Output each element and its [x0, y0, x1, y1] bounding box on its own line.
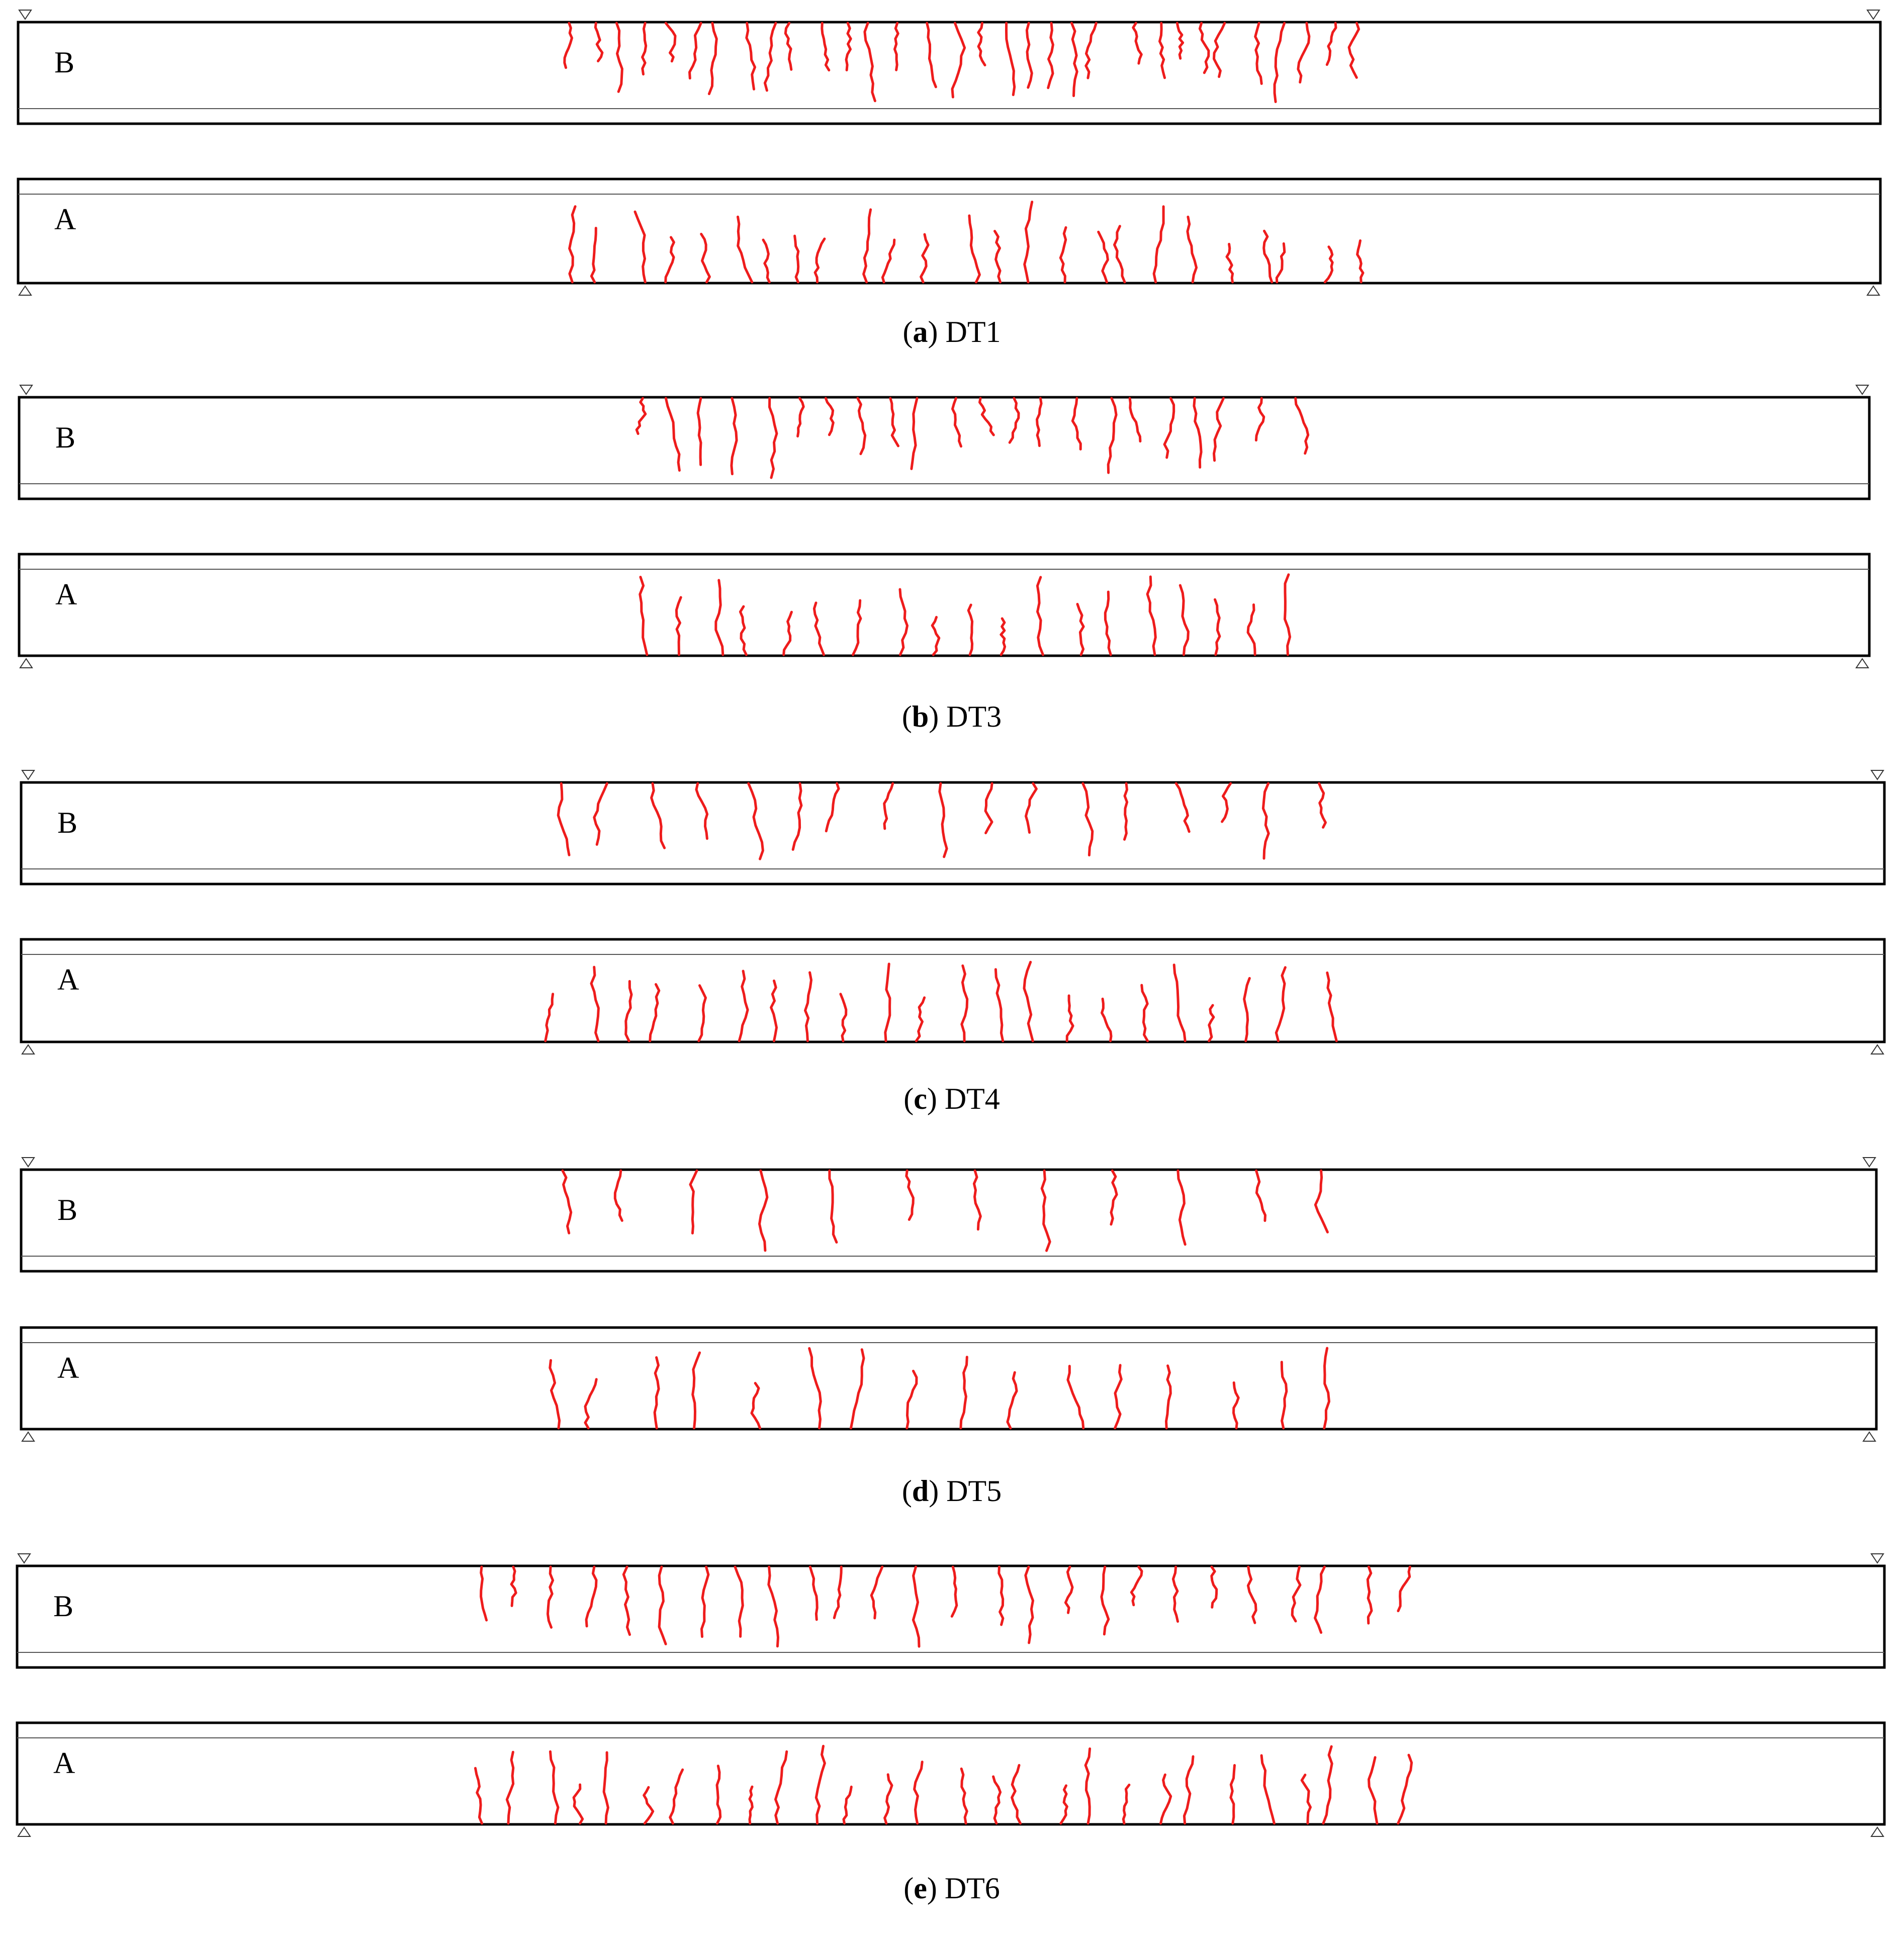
crack-c-face-b-10	[985, 783, 992, 833]
crack-d-face-b-5	[830, 1171, 837, 1243]
crack-c-face-a-16	[1102, 999, 1112, 1041]
crack-a-face-a-22	[1264, 231, 1272, 282]
support-triangle-b-face-a-right	[1856, 659, 1868, 668]
crack-d-face-a-2	[585, 1379, 596, 1428]
crack-e-face-b-17	[1065, 1567, 1072, 1613]
crack-b-face-a-3	[716, 580, 723, 655]
crack-e-face-a-2	[507, 1752, 513, 1823]
crack-c-face-b-17	[1319, 783, 1326, 827]
panel-letter-e: e	[914, 1872, 927, 1905]
crack-c-face-a-9	[841, 994, 846, 1041]
crack-e-face-a-1	[476, 1768, 482, 1823]
crack-a-face-b-2	[595, 23, 602, 61]
support-triangle-e-face-b-left	[18, 1554, 30, 1563]
support-triangle-e-face-a-left	[18, 1827, 30, 1836]
crack-a-face-a-17	[1099, 232, 1108, 282]
crack-e-face-b-3	[548, 1567, 553, 1627]
crack-d-face-b-12	[1315, 1171, 1327, 1232]
crack-d-face-a-15	[1282, 1362, 1287, 1428]
crack-c-face-b-9	[940, 783, 947, 857]
crack-a-face-a-23	[1277, 243, 1285, 282]
crack-c-face-a-3	[626, 981, 631, 1041]
support-triangle-e-face-a-right	[1871, 1827, 1883, 1836]
crack-e-face-a-12	[844, 1787, 851, 1823]
support-triangle-a-face-b-left	[19, 10, 31, 19]
crack-group-b-face-b	[637, 398, 1308, 478]
crack-e-face-b-20	[1173, 1567, 1177, 1622]
crack-d-face-b-9	[1111, 1171, 1117, 1224]
support-triangle-a-face-b-right	[1867, 10, 1879, 19]
crack-b-face-b-12	[980, 398, 994, 435]
crack-e-face-a-22	[1184, 1756, 1193, 1823]
crack-e-face-a-16	[993, 1777, 1001, 1823]
crack-c-face-b-2	[594, 783, 607, 845]
face-label-d-face-a: A	[57, 1351, 79, 1384]
crack-d-face-a-6	[809, 1348, 821, 1428]
crack-e-face-a-15	[961, 1769, 967, 1823]
panel-letter-c: c	[914, 1082, 927, 1115]
support-triangle-c-face-b-left	[22, 770, 34, 779]
crack-c-face-a-20	[1244, 978, 1250, 1041]
crack-c-face-b-16	[1263, 783, 1268, 858]
crack-a-face-b-8	[747, 23, 755, 89]
crack-group-b-face-a	[640, 575, 1290, 655]
crack-e-face-b-10	[810, 1567, 817, 1620]
crack-e-face-b-11	[834, 1567, 841, 1618]
crack-b-face-b-20	[1214, 398, 1224, 461]
crack-b-face-a-11	[1001, 619, 1005, 655]
crack-d-face-b-2	[615, 1171, 622, 1220]
panel-name-b: DT3	[946, 700, 1002, 733]
crack-b-face-b-9	[890, 398, 898, 446]
crack-e-face-a-20	[1123, 1785, 1129, 1824]
crack-a-face-a-8	[795, 236, 798, 282]
crack-d-face-a-3	[655, 1358, 659, 1429]
crack-e-face-b-12	[871, 1567, 882, 1618]
face-label-c-face-a: A	[57, 963, 79, 996]
face-label-b-face-a: A	[55, 578, 77, 611]
crack-a-face-a-20	[1188, 217, 1197, 282]
crack-e-face-a-27	[1369, 1757, 1377, 1823]
crack-d-face-a-8	[907, 1371, 917, 1428]
crack-c-face-a-13	[995, 970, 1003, 1041]
crack-b-face-a-4	[740, 606, 746, 655]
crack-e-face-b-19	[1131, 1567, 1142, 1605]
panel-caption-d: (d) DT5	[901, 1474, 1002, 1508]
crack-b-face-b-16	[1108, 398, 1116, 473]
crack-b-face-b-22	[1296, 398, 1308, 454]
crack-b-face-b-17	[1130, 398, 1140, 442]
crack-b-face-b-19	[1194, 398, 1201, 467]
crack-d-face-a-7	[851, 1350, 864, 1428]
crack-a-face-b-7	[709, 23, 716, 94]
face-label-e-face-b: B	[53, 1590, 74, 1623]
face-label-e-face-a: A	[53, 1746, 75, 1780]
crack-e-face-b-15	[999, 1567, 1003, 1625]
crack-a-face-b-9	[765, 23, 776, 91]
crack-b-face-a-15	[1147, 577, 1155, 655]
crack-a-face-a-18	[1115, 226, 1125, 282]
crack-e-face-a-6	[644, 1787, 653, 1823]
panel-name-e: DT6	[944, 1872, 1000, 1905]
crack-a-face-a-12	[921, 234, 929, 282]
crack-b-face-b-1	[637, 398, 646, 434]
crack-b-face-b-13	[1010, 398, 1019, 443]
crack-b-face-b-15	[1072, 398, 1080, 449]
crack-e-face-a-24	[1261, 1755, 1274, 1823]
crack-group-c-face-a	[546, 962, 1337, 1041]
crack-b-face-b-10	[912, 398, 917, 469]
crack-d-face-a-9	[961, 1357, 967, 1428]
crack-d-face-a-10	[1008, 1372, 1017, 1428]
support-triangle-d-face-a-right	[1863, 1432, 1875, 1441]
crack-c-face-a-15	[1067, 996, 1073, 1041]
panel-b	[19, 385, 1869, 733]
panel-e	[17, 1554, 1884, 1905]
crack-group-e-face-b	[481, 1567, 1410, 1646]
crack-a-face-b-27	[1214, 23, 1225, 77]
crack-e-face-a-3	[551, 1751, 559, 1823]
crack-c-face-b-5	[749, 783, 763, 859]
face-label-b-face-b: B	[55, 421, 76, 454]
face-label-a-face-b: B	[54, 46, 75, 79]
crack-e-face-a-9	[750, 1787, 752, 1823]
crack-a-face-b-14	[895, 23, 898, 70]
crack-e-face-a-25	[1302, 1775, 1310, 1823]
crack-b-face-a-17	[1215, 599, 1220, 655]
crack-a-face-a-14	[995, 231, 1001, 282]
crack-c-face-a-10	[885, 964, 890, 1041]
crack-b-face-a-13	[1077, 604, 1083, 655]
crack-c-face-a-12	[962, 965, 967, 1041]
crack-c-face-a-11	[916, 998, 924, 1041]
crack-e-face-b-9	[769, 1567, 778, 1646]
crack-d-face-a-5	[752, 1383, 760, 1428]
support-triangle-c-face-b-right	[1871, 770, 1883, 779]
crack-c-face-a-17	[1142, 985, 1148, 1041]
crack-a-face-b-23	[1133, 23, 1142, 63]
crack-b-face-b-3	[698, 398, 701, 465]
crack-d-face-b-4	[760, 1171, 767, 1251]
crack-e-face-b-21	[1212, 1567, 1217, 1607]
crack-b-face-b-11	[953, 398, 961, 447]
crack-c-face-b-8	[884, 783, 893, 829]
support-triangle-a-face-a-right	[1867, 286, 1879, 295]
crack-b-face-a-5	[784, 612, 792, 655]
crack-b-face-a-10	[968, 605, 972, 655]
crack-a-face-b-32	[1349, 23, 1359, 77]
crack-b-face-a-6	[814, 603, 824, 655]
crack-e-face-a-26	[1323, 1746, 1332, 1823]
crack-e-face-b-7	[702, 1567, 708, 1637]
crack-a-face-b-21	[1072, 23, 1077, 96]
crack-a-face-a-1	[570, 207, 576, 282]
crack-group-d-face-a	[550, 1348, 1329, 1428]
crack-c-face-a-22	[1327, 973, 1337, 1041]
crack-e-face-b-8	[735, 1567, 743, 1636]
crack-b-face-a-9	[932, 617, 939, 655]
crack-a-face-b-13	[865, 23, 875, 101]
crack-a-face-b-20	[1048, 23, 1053, 88]
crack-e-face-a-17	[1012, 1765, 1021, 1823]
crack-e-face-a-13	[885, 1775, 892, 1823]
panel-letter-b: b	[912, 700, 929, 733]
crack-a-face-b-26	[1200, 23, 1209, 73]
crack-b-face-b-4	[732, 398, 737, 474]
crack-e-face-a-23	[1231, 1766, 1235, 1824]
crack-c-face-a-14	[1024, 962, 1033, 1041]
crack-a-face-b-4	[643, 23, 646, 74]
crack-a-face-a-9	[815, 239, 825, 282]
crack-a-face-a-25	[1357, 241, 1363, 283]
crack-c-face-a-18	[1174, 965, 1185, 1041]
crack-a-face-b-6	[690, 23, 701, 78]
crack-a-face-b-28	[1255, 23, 1262, 83]
beam-face-a-face-a	[18, 179, 1880, 283]
support-triangle-d-face-b-right	[1863, 1158, 1875, 1167]
crack-d-face-a-16	[1324, 1348, 1329, 1428]
crack-e-face-b-24	[1315, 1567, 1325, 1633]
crack-e-face-b-2	[511, 1567, 516, 1606]
crack-c-face-b-4	[696, 783, 707, 839]
crack-b-face-b-5	[770, 398, 777, 478]
crack-e-face-a-14	[915, 1762, 923, 1823]
crack-a-face-b-15	[927, 23, 936, 87]
crack-b-face-b-7	[826, 398, 833, 435]
crack-b-face-b-2	[666, 398, 679, 471]
support-triangle-d-face-b-left	[22, 1158, 34, 1167]
crack-c-face-b-1	[558, 783, 569, 855]
crack-a-face-b-31	[1327, 23, 1336, 65]
crack-a-face-a-7	[763, 240, 769, 282]
crack-b-face-a-2	[676, 597, 681, 655]
crack-a-face-a-24	[1325, 247, 1332, 282]
face-label-a-face-a: A	[54, 203, 76, 236]
crack-a-face-a-5	[701, 234, 710, 282]
crack-e-face-b-18	[1102, 1567, 1109, 1634]
crack-b-face-b-14	[1037, 398, 1042, 446]
crack-e-face-b-6	[659, 1567, 666, 1644]
crack-e-face-a-11	[816, 1746, 825, 1823]
crack-a-face-b-30	[1298, 23, 1309, 82]
crack-a-face-b-19	[1027, 23, 1032, 87]
crack-c-face-b-15	[1222, 783, 1231, 822]
panel-caption-b: (b) DT3	[901, 700, 1002, 733]
crack-e-face-a-10	[776, 1751, 787, 1823]
crack-e-face-b-5	[623, 1567, 629, 1635]
crack-a-face-b-17	[978, 23, 985, 65]
crack-e-face-a-18	[1061, 1786, 1067, 1823]
crack-a-face-b-11	[822, 23, 829, 70]
crack-c-face-b-3	[652, 783, 665, 848]
crack-a-face-a-11	[882, 240, 894, 282]
crack-d-face-a-12	[1115, 1365, 1122, 1428]
crack-d-face-a-1	[550, 1360, 560, 1428]
crack-b-face-a-7	[853, 600, 861, 655]
crack-a-face-a-15	[1025, 202, 1032, 283]
crack-d-face-b-8	[1042, 1171, 1050, 1251]
support-triangle-c-face-a-left	[22, 1045, 34, 1054]
crack-e-face-a-7	[670, 1770, 683, 1823]
crack-e-face-b-1	[481, 1567, 487, 1620]
crack-c-face-a-6	[739, 971, 748, 1041]
panel-name-c: DT4	[944, 1082, 1000, 1115]
crack-c-face-a-2	[591, 967, 598, 1041]
crack-d-face-a-14	[1234, 1383, 1239, 1428]
crack-d-face-b-6	[906, 1171, 914, 1219]
support-triangle-c-face-a-right	[1871, 1045, 1883, 1054]
crack-c-face-b-6	[793, 783, 801, 850]
panel-letter-d: d	[912, 1474, 929, 1508]
support-triangle-e-face-b-right	[1871, 1554, 1883, 1563]
crack-b-face-b-18	[1164, 398, 1174, 458]
crack-c-face-a-1	[546, 994, 553, 1041]
crack-c-face-b-13	[1125, 783, 1127, 839]
crack-c-face-b-12	[1083, 783, 1093, 855]
crack-e-face-a-28	[1398, 1755, 1412, 1823]
crack-b-face-a-16	[1180, 585, 1188, 655]
crack-c-face-a-8	[805, 973, 811, 1041]
crack-a-face-a-16	[1060, 227, 1066, 282]
face-label-c-face-b: B	[57, 806, 78, 839]
crack-e-face-b-25	[1368, 1567, 1372, 1623]
crack-group-a-face-a	[570, 202, 1363, 283]
crack-e-face-a-21	[1161, 1775, 1171, 1823]
crack-d-face-a-13	[1166, 1366, 1171, 1428]
crack-b-face-b-6	[798, 398, 804, 436]
crack-c-face-a-4	[650, 985, 659, 1041]
crack-e-face-a-19	[1085, 1749, 1090, 1824]
crack-a-face-b-24	[1160, 23, 1165, 78]
crack-b-face-b-8	[858, 398, 865, 454]
crack-a-face-a-19	[1154, 207, 1163, 282]
crack-a-face-b-16	[952, 23, 965, 97]
crack-e-face-b-26	[1398, 1567, 1410, 1611]
crack-a-face-a-10	[864, 210, 871, 282]
crack-d-face-b-10	[1178, 1171, 1185, 1245]
panel-c	[21, 770, 1884, 1115]
crack-b-face-a-8	[900, 589, 908, 655]
support-triangle-a-face-a-left	[19, 286, 31, 295]
crack-a-face-a-4	[666, 237, 674, 282]
crack-c-face-b-7	[826, 783, 839, 831]
crack-b-face-a-12	[1037, 577, 1043, 655]
crack-group-d-face-b	[563, 1171, 1327, 1251]
crack-c-face-b-14	[1176, 783, 1189, 832]
crack-b-face-b-21	[1256, 398, 1263, 441]
support-triangle-b-face-b-right	[1856, 385, 1868, 394]
crack-a-face-b-5	[666, 23, 675, 61]
crack-e-face-a-4	[574, 1785, 583, 1823]
face-label-d-face-b: B	[57, 1193, 78, 1226]
crack-e-face-b-23	[1292, 1567, 1300, 1621]
crack-a-face-b-22	[1086, 23, 1097, 78]
crack-b-face-a-14	[1105, 592, 1111, 655]
panel-caption-c: (c) DT4	[903, 1082, 1000, 1115]
crack-a-face-b-3	[616, 23, 622, 92]
crack-c-face-a-21	[1276, 967, 1285, 1041]
crack-a-face-b-12	[846, 23, 851, 70]
panel-d	[21, 1158, 1876, 1508]
panel-name-d: DT5	[946, 1474, 1002, 1508]
crack-a-face-a-3	[635, 212, 645, 282]
crack-group-c-face-b	[558, 783, 1325, 859]
crack-e-face-b-22	[1248, 1567, 1256, 1623]
crack-d-face-b-1	[563, 1171, 571, 1233]
crack-c-face-a-19	[1209, 1005, 1214, 1041]
panel-a	[18, 10, 1880, 348]
panel-caption-a: (a) DT1	[902, 315, 1001, 348]
crack-d-face-a-4	[693, 1353, 700, 1428]
crack-group-e-face-a	[476, 1746, 1412, 1823]
crack-e-face-a-5	[604, 1752, 608, 1823]
crack-a-face-a-2	[591, 228, 596, 283]
support-triangle-b-face-b-left	[20, 385, 32, 394]
panel-caption-e: (e) DT6	[903, 1872, 1000, 1905]
crack-d-face-b-11	[1256, 1171, 1265, 1221]
crack-b-face-a-18	[1248, 605, 1255, 655]
crack-a-face-a-21	[1227, 244, 1233, 282]
crack-d-face-b-3	[690, 1171, 697, 1233]
support-triangle-d-face-a-left	[22, 1432, 34, 1441]
crack-a-face-a-6	[738, 217, 752, 282]
panel-letter-a: a	[913, 315, 928, 348]
crack-e-face-b-14	[952, 1567, 957, 1616]
crack-b-face-a-1	[640, 577, 647, 655]
crack-a-face-b-29	[1275, 23, 1285, 102]
crack-group-a-face-b	[565, 23, 1359, 102]
crack-e-face-a-8	[717, 1766, 720, 1823]
crack-c-face-a-5	[699, 986, 706, 1041]
panel-name-a: DT1	[945, 315, 1001, 348]
crack-e-face-b-4	[586, 1567, 596, 1626]
crack-a-face-b-10	[785, 23, 791, 69]
crack-a-face-b-25	[1177, 23, 1183, 58]
crack-e-face-b-16	[1026, 1567, 1033, 1643]
crack-a-face-b-18	[1007, 23, 1015, 95]
crack-e-face-b-13	[913, 1567, 919, 1646]
crack-a-face-a-13	[969, 216, 980, 282]
crack-c-face-b-11	[1026, 783, 1037, 833]
crack-d-face-a-11	[1068, 1366, 1083, 1428]
crack-d-face-b-7	[974, 1171, 980, 1229]
crack-c-face-a-7	[771, 981, 777, 1041]
crack-b-face-a-19	[1285, 575, 1290, 655]
crack-a-face-b-1	[565, 23, 572, 68]
support-triangle-b-face-a-left	[20, 659, 32, 668]
